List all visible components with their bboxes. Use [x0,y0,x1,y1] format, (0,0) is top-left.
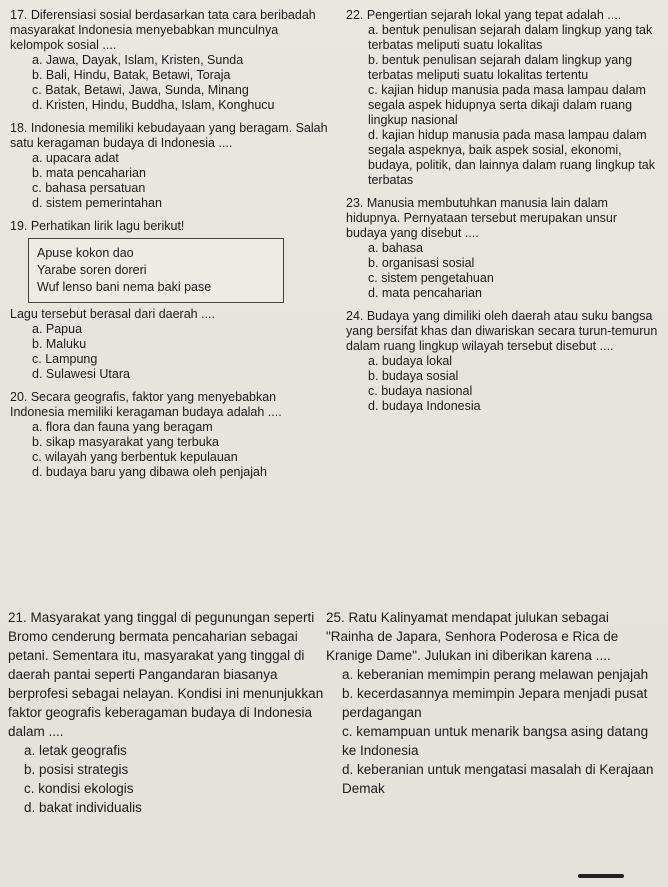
options-list [10,322,330,382]
right-column [346,8,658,422]
option-c[interactable]: c. kajian hidup manusia pada masa lampau dalam segala aspek hidupnya serta dikaji dalam ruang lingkup nasional [368,83,646,127]
option-a[interactable]: a. flora dan fauna yang beragam [32,420,213,434]
question-22 [346,8,658,188]
option-b[interactable]: b. kecerdasannya memimpin Jepara menjadi pusat perdagangan [342,686,648,720]
question-text: 22. Pengertian sejarah lokal yang tepat adalah .... [346,8,622,22]
option-d[interactable]: d. bakat individualis [24,800,142,815]
options-list [346,23,658,188]
question-18 [10,121,330,211]
option-b[interactable]: b. budaya sosial [368,369,459,383]
option-c[interactable]: c. Batak, Betawi, Jawa, Sunda, Minang [32,83,249,97]
option-c[interactable]: c. budaya nasional [368,384,473,398]
question-25 [326,608,660,798]
option-d[interactable]: d. mata pencaharian [368,286,482,300]
options-list [346,354,658,414]
pen-mark [578,874,624,878]
option-a[interactable]: a. Jawa, Dayak, Islam, Kristen, Sunda [32,53,244,67]
options-list [10,420,330,480]
lyric-line: Apuse kokon dao [37,246,134,260]
question-text: 24. Budaya yang dimiliki oleh daerah atau suku bangsa yang bersifat khas dan diwariskan secara turun-temurun dalam ruang lingkup wilayah tersebut disebut .... [346,309,658,353]
option-b[interactable]: b. mata pencaharian [32,166,146,180]
options-list [346,241,658,301]
option-d[interactable]: d. budaya baru yang dibawa oleh penjajah [32,465,267,479]
option-b[interactable]: b. Bali, Hindu, Batak, Betawi, Toraja [32,68,231,82]
option-a[interactable]: a. letak geografis [24,743,127,758]
question-20 [10,390,330,480]
options-list [8,741,326,817]
option-a[interactable]: a. upacara adat [32,151,119,165]
option-b[interactable]: b. sikap masyarakat yang terbuka [32,435,219,449]
question-19 [10,219,330,382]
option-b[interactable]: b. posisi strategis [24,762,129,777]
question-text: 21. Masyarakat yang tinggal di pegunungan seperti Bromo cenderung bermata pencaharian sebagai petani. Sementara itu, masyarakat yang tinggal di daerah pantai seperti Pangandaran biasanya berprofesi sebagai nelayan. Kondisi ini menunjukkan faktor geografis keberagaman budaya di Indonesia dalam .... [8,610,324,739]
option-a[interactable]: a. budaya lokal [368,354,453,368]
question-21 [8,608,326,817]
option-d[interactable]: d. sistem pemerintahan [32,196,162,210]
options-list [10,53,330,113]
question-prompt: Lagu tersebut berasal dari daerah .... [10,307,215,321]
option-c[interactable]: c. kemampuan untuk menarik bangsa asing datang ke Indonesia [342,724,649,758]
option-c[interactable]: c. kondisi ekologis [24,781,134,796]
question-text: 25. Ratu Kalinyamat mendapat julukan sebagai "Rainha de Japara, Senhora Poderosa e Rica de Kranige Dame". Julukan ini diberikan karena .... [326,610,619,663]
option-b[interactable]: b. bentuk penulisan sejarah dalam lingkup yang terbatas meliputi suatu lokalitas tertentu [368,53,633,82]
option-d[interactable]: d. Sulawesi Utara [32,367,130,381]
option-b[interactable]: b. organisasi sosial [368,256,475,270]
option-b[interactable]: b. Maluku [32,337,87,351]
option-c[interactable]: c. bahasa persatuan [32,181,146,195]
question-text: 17. Diferensiasi sosial berdasarkan tata cara beribadah masyarakat Indonesia menyebabkan munculnya kelompok sosial .... [10,8,316,52]
option-a[interactable]: a. bahasa [368,241,423,255]
left-column [10,8,330,488]
options-list [10,151,330,211]
option-d[interactable]: d. budaya Indonesia [368,399,481,413]
option-d[interactable]: d. kajian hidup manusia pada masa lampau dalam segala aspeknya, baik aspek sosial, ekonomi, budaya, politik, dan lainnya dalam ruang lingkup tak terbatas [368,128,655,187]
song-lyrics-box [28,238,284,303]
option-a[interactable]: a. bentuk penulisan sejarah dalam lingkup yang tak terbatas meliputi suatu lokalitas [368,23,653,52]
lyric-line: Wuf lenso bani nema baki pase [37,280,212,294]
question-text: 23. Manusia membutuhkan manusia lain dalam hidupnya. Pernyataan tersebut merupakan unsur budaya yang disebut .... [346,196,618,240]
question-23 [346,196,658,301]
option-c[interactable]: c. wilayah yang berbentuk kepulauan [32,450,238,464]
option-c[interactable]: c. sistem pengetahuan [368,271,494,285]
option-a[interactable]: a. Papua [32,322,83,336]
question-17 [10,8,330,113]
option-a[interactable]: a. keberanian memimpin perang melawan penjajah [342,667,649,682]
option-d[interactable]: d. Kristen, Hindu, Buddha, Islam, Konghucu [32,98,275,112]
question-text: 19. Perhatikan lirik lagu berikut! [10,219,185,233]
option-d[interactable]: d. keberanian untuk mengatasi masalah di Kerajaan Demak [342,762,654,796]
options-list [326,665,660,798]
question-24 [346,309,658,414]
question-text: 20. Secara geografis, faktor yang menyebabkan Indonesia memiliki keragaman budaya adalah .... [10,390,282,419]
question-text: 18. Indonesia memiliki kebudayaan yang beragam. Salah satu keragaman budaya di Indonesia .... [10,121,328,150]
option-c[interactable]: c. Lampung [32,352,98,366]
lyric-line: Yarabe soren doreri [37,263,147,277]
